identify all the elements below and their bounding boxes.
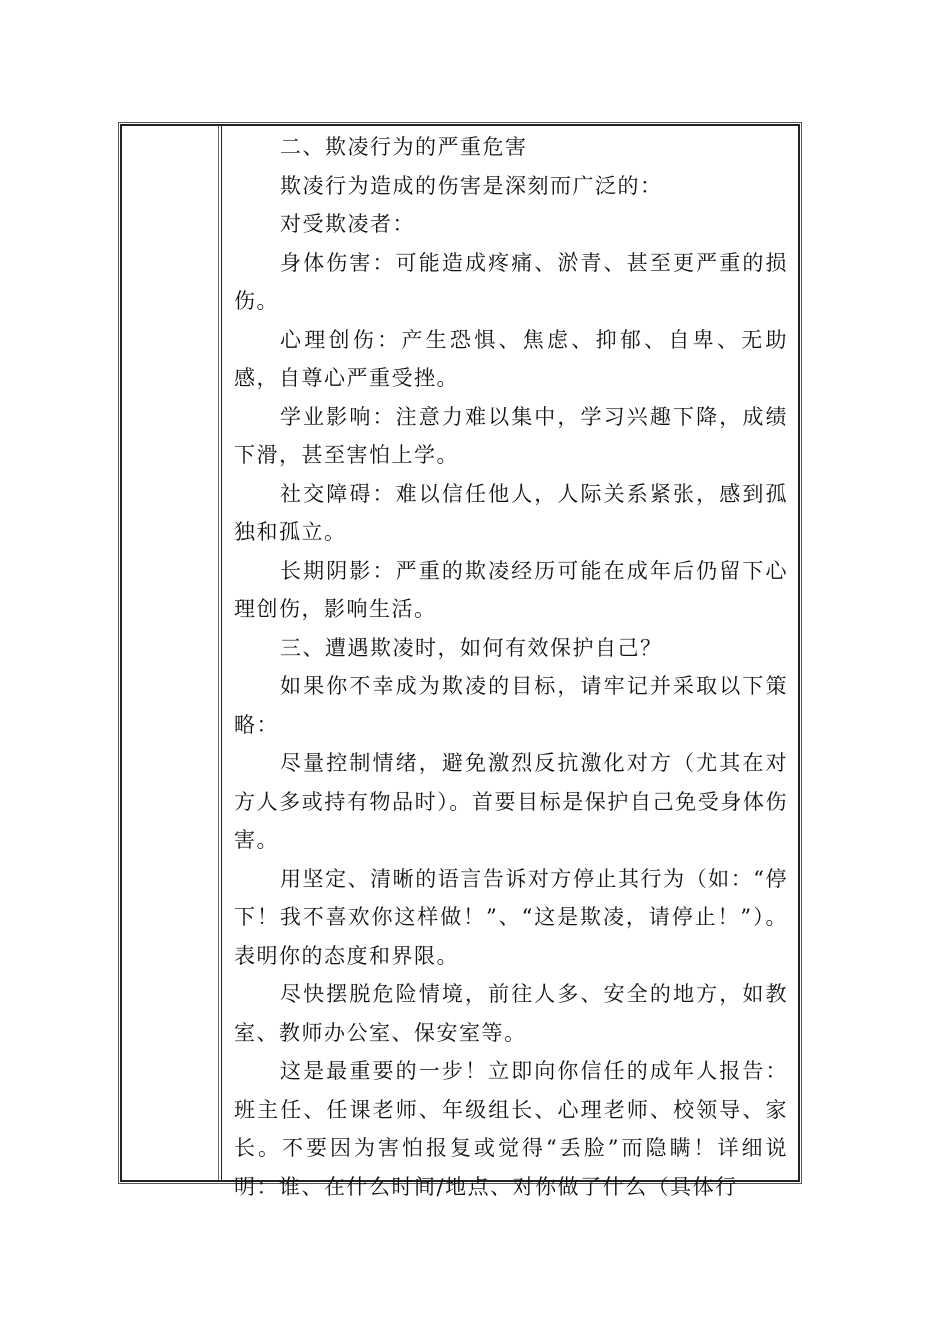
paragraph: 身体伤害：可能造成疼痛、淤青、甚至更严重的损伤。 xyxy=(234,250,788,313)
content-table xyxy=(120,124,800,1199)
paragraph: 对受欺凌者： xyxy=(280,212,415,236)
paragraph: 如果你不幸成为欺凌的目标，请牢记并采取以下策略： xyxy=(234,674,788,737)
paragraph: 社交障碍：难以信任他人，人际关系紧张，感到孤独和孤立。 xyxy=(234,481,788,544)
paragraph: 学业影响：注意力难以集中，学习兴趣下降，成绩下滑，甚至害怕上学。 xyxy=(234,404,788,467)
text-cell xyxy=(226,126,798,1199)
paragraph: 欺凌行为造成的伤害是深刻而广泛的： xyxy=(280,173,663,198)
left-column-cell xyxy=(122,126,222,1180)
paragraph: 尽量控制情绪，避免激烈反抗激化对方（尤其在对方人多或持有物品时）。首要目标是保护自己免受身体伤害。 xyxy=(234,751,788,852)
paragraph: 用坚定、清晰的语言告诉对方停止其行为（如：“停下！我不喜欢你这样做！”、“这是欺凌，请停止！”）。表明你的态度和界限。 xyxy=(234,866,788,968)
paragraph: 尽快摆脱危险情境，前往人多、安全的地方，如教室、教师办公室、保安室等。 xyxy=(234,982,788,1045)
paragraph: 心理创伤：产生恐惧、焦虑、抑郁、自卑、无助感，自尊心严重受挫。 xyxy=(234,327,788,390)
section-heading-protection: 三、遭遇欺凌时，如何有效保护自己？ xyxy=(280,635,663,660)
section-heading-harm: 二、欺凌行为的严重危害 xyxy=(280,135,528,159)
paragraph: 这是最重要的一步！立即向你信任的成年人报告：班主任、任课老师、年级组长、心理老师、校领导、家长。不要因为害怕报复或觉得“丢脸”而隐瞒！详细说明：谁、在什么时间/地点、对你做了什么（具体行 xyxy=(234,1059,788,1199)
paragraph: 长期阴影：严重的欺凌经历可能在成年后仍留下心理创伤，影响生活。 xyxy=(234,558,788,621)
